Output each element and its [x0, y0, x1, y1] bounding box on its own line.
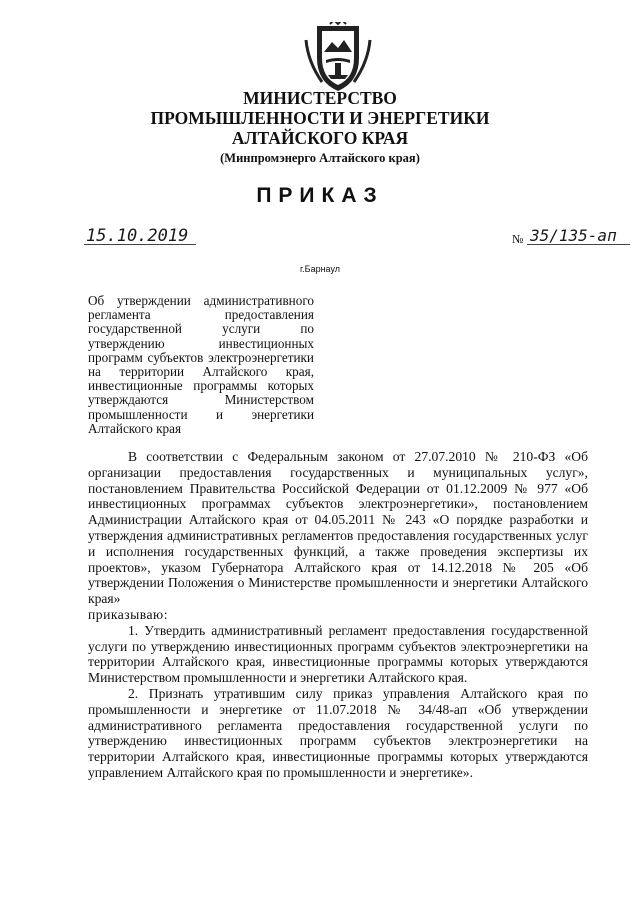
order-body: [88, 449, 588, 781]
order-item: 2. Признать утратившим силу приказ управления Алтайского края по промышленности и энергетике от 11.07.2018 № 34/48-ап «Об утверждении административного регламента предоставления государственной услуги по утверждению инвестиционных программ субъектов электроэнергетики на территории Алтайского края, инвестиционные программы которых утверждаются управлением Алтайского края по промышленности и энергетике».: [88, 685, 588, 780]
number-underline: [527, 244, 630, 245]
coat-of-arms-icon: [302, 22, 374, 94]
ministry-line: АЛТАЙСКОГО КРАЯ: [231, 128, 409, 148]
order-subject: Об утверждении административного регламента предоставления государственной услуги по утверждению инвестиционных программ субъектов электроэнергетики на территории Алтайского края, инвестиционные программы которых утверждаются Министерством промышленности и энергетики Алтайского края: [88, 293, 314, 436]
document-type: ПРИКАЗ: [256, 184, 384, 207]
number-prefix: №: [512, 232, 524, 246]
city: г.Барнаул: [299, 264, 341, 274]
preamble-paragraph: В соответствии с Федеральным законом от 27.07.2010 № 210-ФЗ «Об организации предоставления государственных и муниципальных услуг», постановлением Правительства Российской Федерации от 01.12.2009 № 977 «Об инвестиционных программах субъектов электроэнергетики», постановлением Администрации Алтайского края от 04.05.2011 № 243 «О порядке разработки и утверждения административных регламентов предоставления государственных услуг и исполнения государственных функций, а также проведения экспертизы их проектов», указом Губернатора Алтайского края от 14.12.2018 № 205 «Об утверждении Положения о Министерстве промышленности и энергетики Алтайского края»: [88, 449, 588, 607]
order-date: 15.10.2019: [86, 226, 189, 246]
ministry-line: МИНИСТЕРСТВО: [243, 88, 397, 108]
ministry-short-name: (Минпромэнерго Алтайского края): [220, 151, 420, 165]
ministry-line: ПРОМЫШЛЕННОСТИ И ЭНЕРГЕТИКИ: [150, 108, 490, 128]
order-keyword: приказываю:: [88, 606, 168, 622]
order-item: 1. Утвердить административный регламент предоставления государственной услуги по утверждению инвестиционных программ субъектов электроэнергетики на территории Алтайского края, инвестиционные программы которых утверждаются Министерством промышленности и энергетики Алтайского края.: [88, 622, 588, 686]
date-underline: [84, 244, 196, 245]
order-number: 35/135-ап: [530, 226, 617, 245]
ministry-name: [0, 88, 640, 148]
